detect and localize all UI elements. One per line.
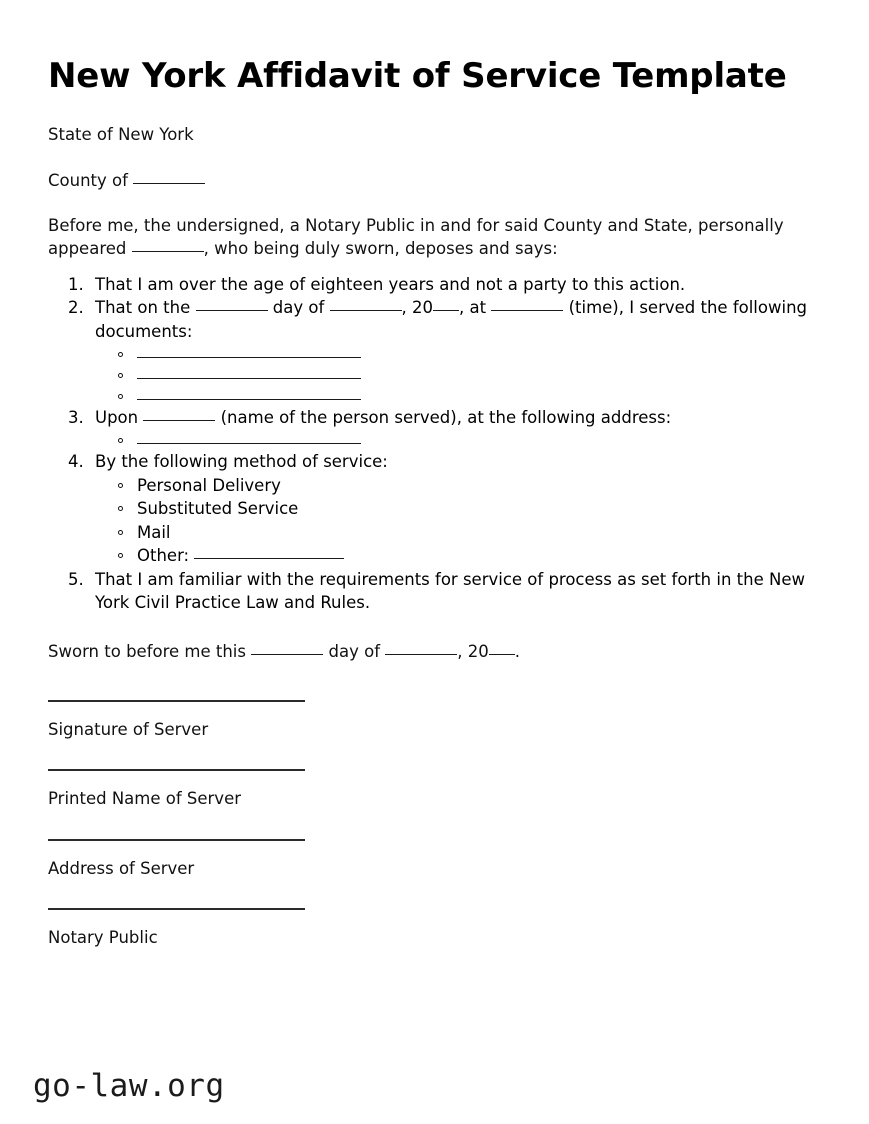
service-address-blank-field[interactable] bbox=[137, 443, 361, 444]
person-served-blank-field[interactable] bbox=[143, 420, 215, 421]
statement-item-2 bbox=[89, 296, 815, 406]
statement-item-1 bbox=[89, 273, 815, 296]
statement-4-text: By the following method of service: bbox=[95, 452, 388, 472]
sworn-year-blank-field[interactable] bbox=[489, 654, 515, 655]
service-method-list bbox=[95, 474, 815, 568]
served-documents-list bbox=[95, 343, 815, 406]
service-address-list bbox=[95, 429, 815, 450]
service-method-label: Personal Delivery bbox=[137, 475, 281, 495]
sworn-text-4: . bbox=[514, 642, 520, 662]
statement-item-3 bbox=[89, 406, 815, 450]
signature-block-label: Signature of Server bbox=[48, 719, 209, 739]
signature-rule[interactable] bbox=[48, 908, 305, 910]
service-month-blank-field[interactable] bbox=[330, 310, 402, 311]
statement-2-text-3: , 20 bbox=[401, 298, 433, 318]
signature-block-notary-public bbox=[48, 908, 821, 949]
signature-block-address bbox=[48, 839, 821, 880]
statement-3-text-2: (name of the person served), at the following address: bbox=[220, 408, 672, 428]
state-line: State of New York bbox=[48, 125, 194, 145]
signature-block-server-signature bbox=[48, 700, 821, 741]
statement-item-5 bbox=[89, 568, 815, 615]
preamble-text-2: , who being duly sworn, deposes and says: bbox=[203, 239, 558, 259]
statement-5-text: That I am familiar with the requirements for service of process as set forth in the New York Civil Practice Law and Rules. bbox=[95, 569, 805, 613]
service-method-label: Mail bbox=[137, 522, 171, 542]
signature-rule[interactable] bbox=[48, 839, 305, 841]
service-method-personal-delivery[interactable] bbox=[116, 474, 815, 497]
site-watermark: go-law.org bbox=[33, 1068, 225, 1104]
signature-rule[interactable] bbox=[48, 769, 305, 771]
statement-2-text-4: , at bbox=[459, 298, 487, 318]
sworn-month-blank-field[interactable] bbox=[385, 654, 457, 655]
service-day-blank-field[interactable] bbox=[196, 310, 268, 311]
served-document-blank-field-3[interactable] bbox=[137, 399, 361, 400]
signature-block-label: Address of Server bbox=[48, 858, 195, 878]
service-address-item bbox=[116, 429, 815, 450]
preamble-text-1: Before me, the undersigned, a Notary Public in and for said County and State, personally appeared bbox=[48, 215, 784, 259]
statement-1-text: That I am over the age of eighteen years and not a party to this action. bbox=[95, 274, 686, 294]
statement-item-4 bbox=[89, 450, 815, 567]
affidavit-statements-list bbox=[48, 273, 821, 615]
signature-block-printed-name bbox=[48, 769, 821, 810]
page-title: New York Affidavit of Service Template bbox=[48, 56, 787, 96]
affiant-name-blank-field[interactable] bbox=[132, 251, 204, 252]
statement-2-text-2: day of bbox=[272, 298, 325, 318]
service-time-blank-field[interactable] bbox=[491, 310, 563, 311]
signature-block-label: Notary Public bbox=[48, 928, 158, 948]
statement-3-text-1: Upon bbox=[95, 408, 139, 428]
service-method-label: Other: bbox=[137, 546, 190, 566]
preamble-paragraph bbox=[48, 214, 810, 261]
service-year-blank-field[interactable] bbox=[433, 310, 459, 311]
served-document-item bbox=[116, 343, 815, 364]
sworn-text-1: Sworn to before me this bbox=[48, 642, 246, 662]
signature-block-label: Printed Name of Server bbox=[48, 789, 242, 809]
county-line bbox=[48, 169, 821, 192]
served-document-item bbox=[116, 385, 815, 406]
signature-rule[interactable] bbox=[48, 700, 305, 702]
sworn-statement-line bbox=[48, 640, 821, 663]
county-blank-field[interactable] bbox=[133, 183, 205, 184]
service-method-other[interactable] bbox=[116, 544, 815, 567]
service-method-substituted-service[interactable] bbox=[116, 497, 815, 520]
served-document-item bbox=[116, 364, 815, 385]
served-document-blank-field-2[interactable] bbox=[137, 378, 361, 379]
sworn-text-3: , 20 bbox=[457, 642, 489, 662]
statement-2-text-1: That on the bbox=[95, 298, 191, 318]
county-label: County of bbox=[48, 170, 128, 190]
service-method-mail[interactable] bbox=[116, 521, 815, 544]
service-method-other-blank-field[interactable] bbox=[194, 558, 344, 559]
service-method-label: Substituted Service bbox=[137, 499, 299, 519]
served-document-blank-field-1[interactable] bbox=[137, 357, 361, 358]
sworn-day-blank-field[interactable] bbox=[251, 654, 323, 655]
sworn-text-2: day of bbox=[328, 642, 380, 662]
statement-2-text-5: (time), I served the following documents: bbox=[95, 298, 807, 341]
